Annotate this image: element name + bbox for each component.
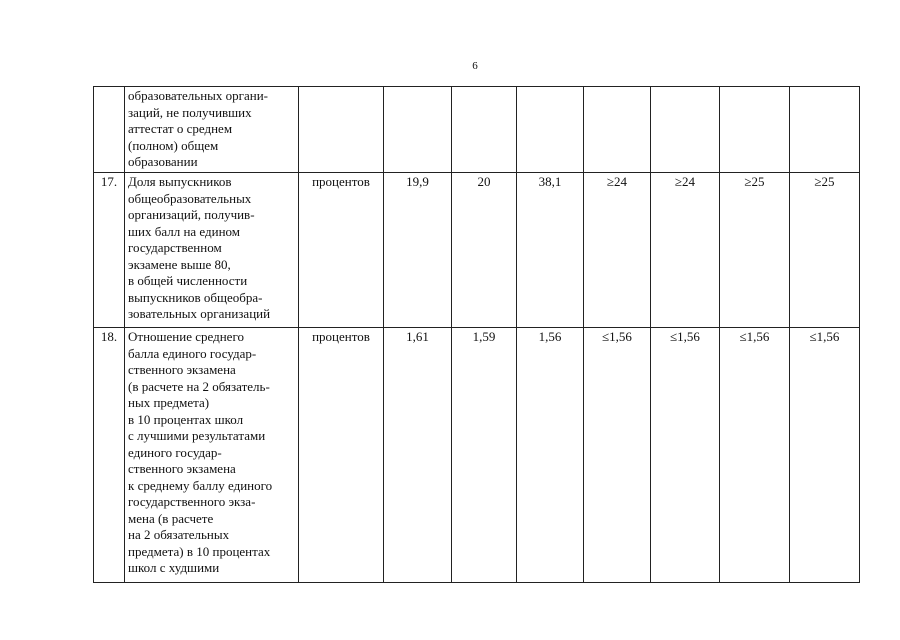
indicator-name-line: аттестат о среднем xyxy=(128,121,233,136)
indicator-name-line: ших балл на едином xyxy=(128,223,241,239)
indicator-name-cell xyxy=(125,328,299,583)
indicator-name-line: образовании xyxy=(128,154,198,169)
row-number-cell xyxy=(94,87,125,173)
row-number: 18. xyxy=(100,329,118,344)
value-cell: ≤1,56 xyxy=(790,328,860,583)
indicator-name-line: предмета) в 10 процентах xyxy=(128,543,271,559)
indicator-name-line: общеобразовательных xyxy=(128,190,252,206)
row-number-cell xyxy=(94,328,125,583)
unit-cell: процентов xyxy=(299,328,384,583)
indicator-name-cell xyxy=(125,173,299,328)
row-number: 17. xyxy=(100,174,118,189)
value-cell: 38,1 xyxy=(517,173,584,328)
indicator-name-line: школ с худшими xyxy=(128,560,220,575)
indicator-name-line: (в расчете на 2 обязатель- xyxy=(128,378,270,394)
indicator-name-line: организаций, получив- xyxy=(128,207,255,222)
value-cell: 20 xyxy=(452,173,517,328)
indicator-name-line: ственного экзамена xyxy=(128,362,236,377)
indicator-name-line: в общей численности xyxy=(128,273,248,288)
indicator-name-line: с лучшими результатами xyxy=(128,428,266,443)
value-cell xyxy=(452,87,517,173)
indicator-name-line: Доля выпускников xyxy=(128,174,232,189)
value-cell xyxy=(651,87,720,173)
indicator-name-line: экзамене выше 80, xyxy=(128,256,231,272)
value-cell xyxy=(584,87,651,173)
value-cell: 1,56 xyxy=(517,328,584,583)
value-cell: ≥25 xyxy=(720,173,790,328)
page-number: 6 xyxy=(472,60,478,72)
value-cell xyxy=(790,87,860,173)
indicator-name-line: ственного экзамена xyxy=(128,461,236,476)
value-cell: 1,61 xyxy=(384,328,452,583)
value-cell xyxy=(517,87,584,173)
value-cell: ≥24 xyxy=(651,173,720,328)
value-cell: ≤1,56 xyxy=(584,328,651,583)
indicator-name-line: Отношение среднего xyxy=(128,329,244,344)
table-row xyxy=(94,328,860,583)
value-cell: ≥24 xyxy=(584,173,651,328)
indicator-name-line: мена (в расчете xyxy=(128,510,214,526)
value-cell: ≤1,56 xyxy=(651,328,720,583)
table-row xyxy=(94,173,860,328)
indicator-name-line: государственного экза- xyxy=(128,494,256,509)
table-row xyxy=(94,87,860,173)
value-cell: 19,9 xyxy=(384,173,452,328)
unit-cell xyxy=(299,87,384,173)
indicator-name-line: ных предмета) xyxy=(128,395,210,410)
value-cell: ≥25 xyxy=(790,173,860,328)
indicator-name-line: заций, не получивших xyxy=(128,104,252,120)
value-cell xyxy=(384,87,452,173)
value-cell xyxy=(720,87,790,173)
indicator-name-line: образовательных органи- xyxy=(128,88,268,103)
indicator-name-line: выпускников общеобра- xyxy=(128,289,263,305)
row-number-cell xyxy=(94,173,125,328)
indicator-name-line: в 10 процентах школ xyxy=(128,411,244,427)
indicator-name-line: балла единого государ- xyxy=(128,345,257,361)
indicators-table xyxy=(93,86,860,583)
indicator-name-line: зовательных организаций xyxy=(128,306,271,321)
indicator-name-line: на 2 обязательных xyxy=(128,527,230,542)
indicator-name-line: государственном xyxy=(128,240,222,255)
indicator-name-line: (полном) общем xyxy=(128,137,219,153)
unit-cell: процентов xyxy=(299,173,384,328)
value-cell: ≤1,56 xyxy=(720,328,790,583)
value-cell: 1,59 xyxy=(452,328,517,583)
indicator-name-cell xyxy=(125,87,299,173)
indicator-name-line: к среднему баллу единого xyxy=(128,477,273,493)
indicator-name-line: единого государ- xyxy=(128,444,222,460)
row-number xyxy=(94,87,124,88)
